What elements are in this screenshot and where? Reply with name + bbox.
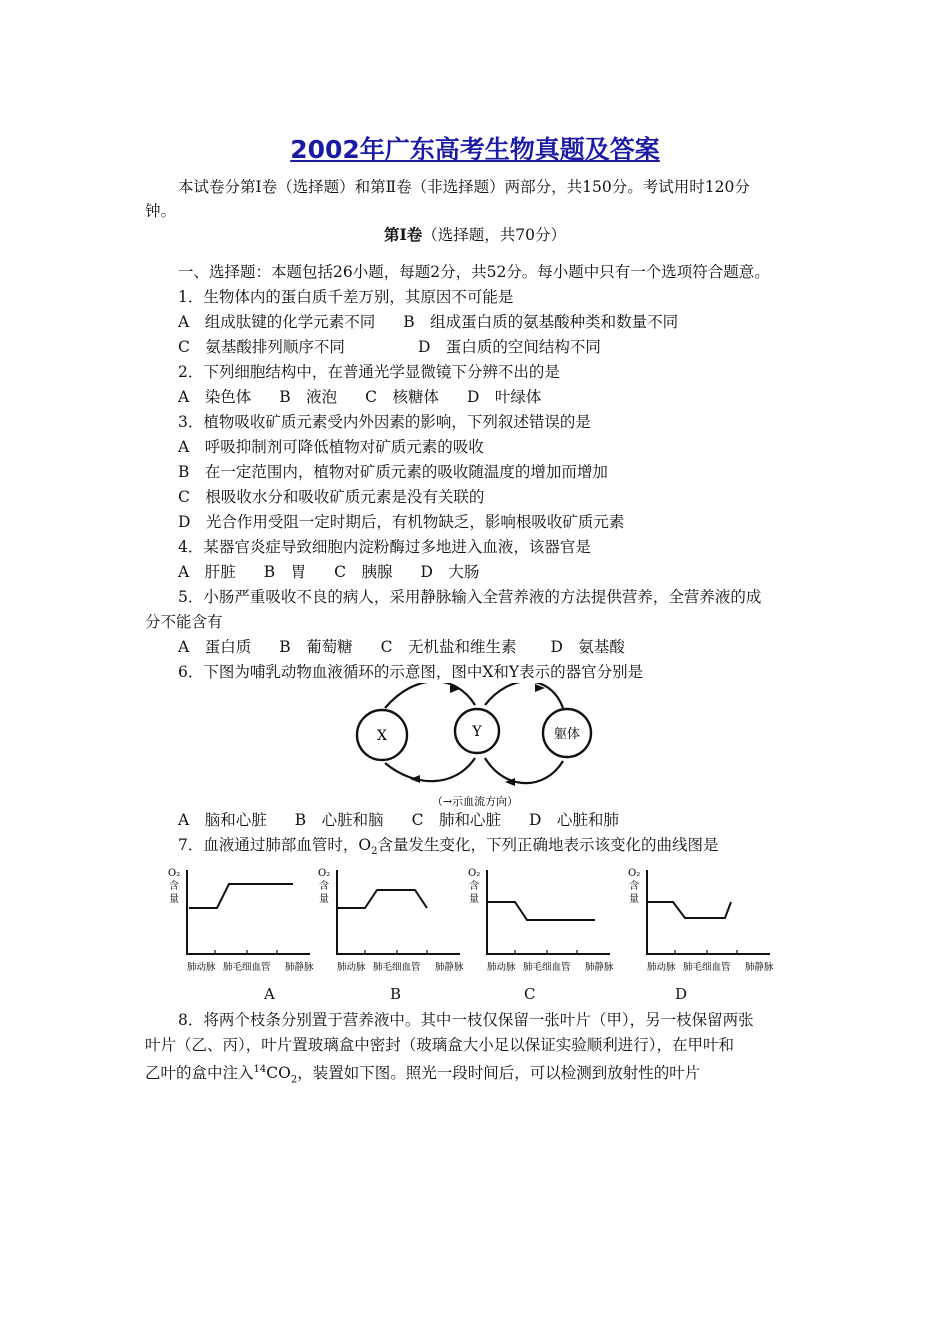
graph-label-d: D xyxy=(675,985,688,1003)
q1-options-ab xyxy=(178,312,678,332)
q4-options xyxy=(178,562,479,582)
q2-option-d: D 叶绿体 xyxy=(466,388,542,406)
graph-axes xyxy=(337,870,460,954)
q7-stem-pre: 7．血液通过肺部血管时，O xyxy=(178,836,372,854)
q8-line-3-sub: 2 xyxy=(290,1074,298,1086)
q5-options xyxy=(178,637,625,657)
o2-curve xyxy=(337,890,427,908)
section-heading-rest: （选择题，共70分） xyxy=(422,226,566,244)
q5-option-b: B 葡萄糖 xyxy=(279,638,353,656)
q3-option-a: A 呼吸抑制剂可降低植物对矿质元素的吸收 xyxy=(178,438,484,456)
ylabel-o2: O₂ xyxy=(468,868,481,879)
ylabel-o2: O₂ xyxy=(318,868,331,879)
q4-option-c: C 胰腺 xyxy=(334,563,393,581)
q1-stem: 1．生物体内的蛋白质千差万别，其原因不可能是 xyxy=(178,288,514,306)
q1-options-cd xyxy=(178,337,601,357)
right-loop-bottom xyxy=(485,758,563,783)
q4-option-a: A 肝脏 xyxy=(178,563,236,581)
xlabel-capillary: 肺毛细血管 xyxy=(223,962,271,973)
graph-label-a: A xyxy=(264,985,275,1003)
o2-curve xyxy=(487,902,595,920)
xlabel-pulmonary-vein: 肺静脉 xyxy=(285,962,314,973)
ylabel-char-2: 量 xyxy=(629,894,639,905)
q6-option-c: C 肺和心脏 xyxy=(411,811,501,829)
q6-option-d: D 心脏和肺 xyxy=(528,811,619,829)
q3-stem: 3．植物吸收矿质元素受内外因素的影响，下列叙述错误的是 xyxy=(178,413,591,431)
intro-line-2: 钟。 xyxy=(145,202,177,220)
organ-x-label: X xyxy=(377,728,387,744)
section-heading xyxy=(0,225,950,245)
q2-option-b: B 液泡 xyxy=(279,388,338,406)
q4-option-d: D 大肠 xyxy=(420,563,480,581)
q6-options xyxy=(178,810,619,830)
left-loop-bottom xyxy=(385,758,475,781)
organ-y-label: Y xyxy=(472,724,482,740)
q8-line-2: 叶片（乙、丙），叶片置玻璃盒中密封（玻璃盒大小足以保证实验顺利进行），在甲叶和 xyxy=(145,1036,735,1054)
q8-line-3-mid: CO xyxy=(266,1064,291,1083)
xlabel-capillary: 肺毛细血管 xyxy=(523,962,571,973)
left-loop-top xyxy=(385,683,475,708)
o2-curve xyxy=(647,902,731,918)
q1-option-c: C 氨基酸排列顺序不同 xyxy=(178,338,345,356)
intro-line-1: 本试卷分第Ⅰ卷（选择题）和第Ⅱ卷（非选择题）两部分，共150分。考试用时120分 xyxy=(178,178,750,196)
q2-stem: 2．下列细胞结构中，在普通光学显微镜下分辨不出的是 xyxy=(178,363,560,381)
q3-option-c: C 根吸收水分和吸收矿质元素是没有关联的 xyxy=(178,488,485,506)
q8-line-3-post: ，装置如下图。照光一段时间后，可以检测到放射性的叶片 xyxy=(297,1064,701,1083)
q7-stem-post: 含量发生变化，下列正确地表示该变化的曲线图是 xyxy=(377,836,719,854)
ylabel-o2: O₂ xyxy=(168,868,181,879)
graph-axes xyxy=(487,870,610,954)
xlabel-pulmonary-artery: 肺动脉 xyxy=(647,962,676,973)
q4-option-b: B 胃 xyxy=(263,563,307,581)
flow-legend: （→示血流方向） xyxy=(431,795,519,808)
xlabel-pulmonary-vein: 肺静脉 xyxy=(745,962,774,973)
graph-axes xyxy=(647,870,770,954)
xlabel-pulmonary-artery: 肺动脉 xyxy=(337,962,366,973)
right-loop-top xyxy=(485,683,563,708)
graph-label-b: B xyxy=(390,985,402,1003)
q1-option-a: A 组成肽键的化学元素不同 xyxy=(178,313,376,331)
o2-curve xyxy=(189,884,293,908)
xlabel-pulmonary-artery: 肺动脉 xyxy=(187,962,216,973)
q5-stem-line-1: 5．小肠严重吸收不良的病人，采用静脉输入全营养液的方法提供营养，全营养液的成 xyxy=(178,588,762,606)
xlabel-capillary: 肺毛细血管 xyxy=(373,962,421,973)
q3-option-b: B 在一定范围内，植物对矿质元素的吸收随温度的增加而增加 xyxy=(178,463,608,481)
xlabel-capillary: 肺毛细血管 xyxy=(683,962,731,973)
circulation-diagram xyxy=(345,683,605,808)
ylabel-char-2: 量 xyxy=(469,894,479,905)
ylabel-char-1: 含 xyxy=(169,881,179,892)
ylabel-char-2: 量 xyxy=(319,894,329,905)
graph-axes xyxy=(187,870,310,954)
q7-stem xyxy=(178,835,718,862)
q8-line-1: 8．将两个枝条分别置于营养液中。其中一枝仅保留一张叶片（甲），另一枝保留两张 xyxy=(178,1011,754,1029)
xlabel-pulmonary-vein: 肺静脉 xyxy=(435,962,464,973)
q1-option-d: D 蛋白质的空间结构不同 xyxy=(418,338,601,356)
section-heading-bold: 第Ⅰ卷 xyxy=(384,225,423,244)
q2-option-c: C 核糖体 xyxy=(365,388,439,406)
page-title[interactable]: 2002年广东高考生物真题及答案 xyxy=(290,135,660,164)
flow-arrow-icon xyxy=(410,775,420,783)
ylabel-char-1: 含 xyxy=(469,881,479,892)
body-label: 躯体 xyxy=(553,727,581,742)
q7-stem-sub: 2 xyxy=(371,846,378,858)
part1-instructions: 一、选择题：本题包括26小题，每题2分，共52分。每小题中只有一个选项符合题意。 xyxy=(178,263,770,281)
xlabel-pulmonary-artery: 肺动脉 xyxy=(487,962,516,973)
q2-option-a: A 染色体 xyxy=(178,388,252,406)
graph-label-c: C xyxy=(524,985,536,1003)
o2-curve-graphs xyxy=(165,862,785,980)
xlabel-pulmonary-vein: 肺静脉 xyxy=(585,962,614,973)
q5-option-a: A 蛋白质 xyxy=(178,638,252,656)
q8-line-3-sup: 14 xyxy=(253,1064,267,1075)
q6-stem: 6．下图为哺乳动物血液循环的示意图，图中X和Y表示的器官分别是 xyxy=(178,663,644,681)
q3-option-d: D 光合作用受阻一定时期后，有机物缺乏，影响根吸收矿质元素 xyxy=(178,513,625,531)
q2-options xyxy=(178,387,541,407)
ylabel-char-1: 含 xyxy=(629,881,639,892)
ylabel-o2: O₂ xyxy=(628,868,641,879)
q8-line-3-pre: 乙叶的盒中注入 xyxy=(145,1064,254,1083)
q6-option-a: A 脑和心脏 xyxy=(178,811,267,829)
ylabel-char-2: 量 xyxy=(169,894,179,905)
q5-option-d: D 氨基酸 xyxy=(550,638,625,656)
q8-line-3 xyxy=(145,1060,700,1090)
q4-stem: 4．某器官炎症导致细胞内淀粉酶过多地进入血液，该器官是 xyxy=(178,538,591,556)
q5-option-c: C 无机盐和维生素 xyxy=(380,638,517,656)
ylabel-char-1: 含 xyxy=(319,881,329,892)
q6-option-b: B 心脏和脑 xyxy=(294,811,384,829)
q5-stem-line-2: 分不能含有 xyxy=(145,613,223,631)
q1-option-b: B 组成蛋白质的氨基酸种类和数量不同 xyxy=(403,313,679,331)
